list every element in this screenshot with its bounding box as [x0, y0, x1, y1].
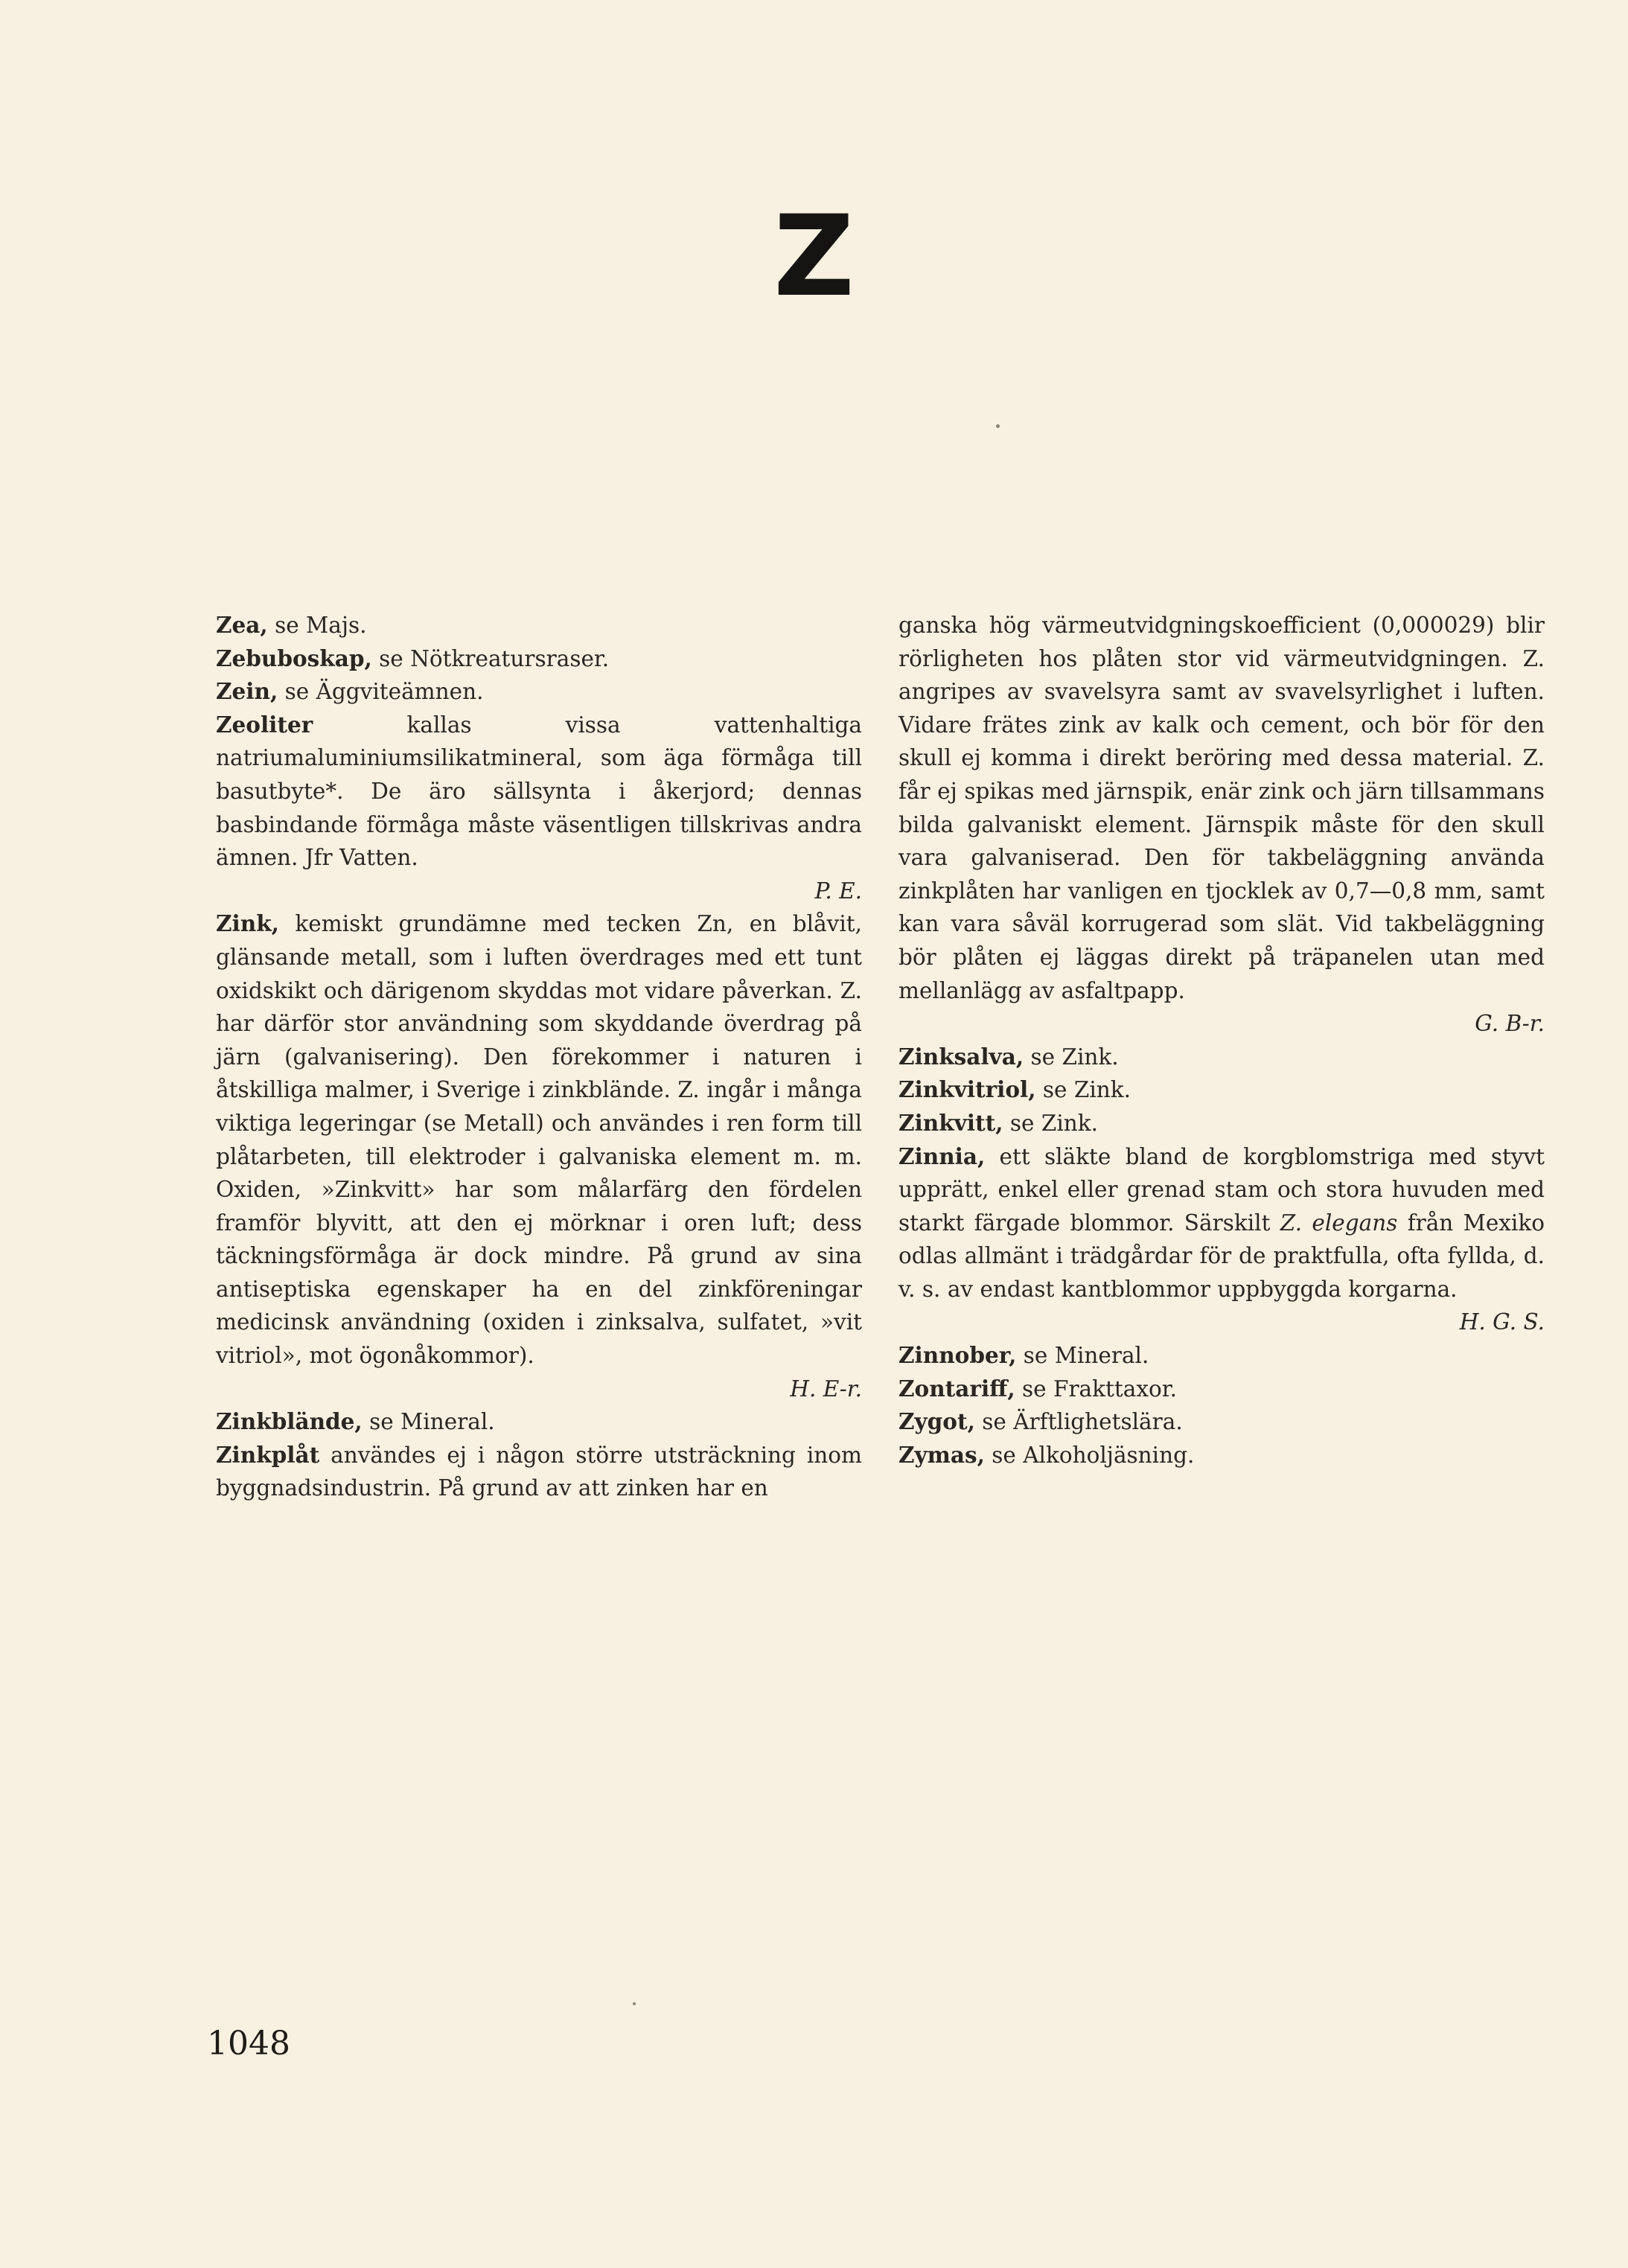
- entry-text: se Frakttaxor.: [1015, 1376, 1177, 1402]
- entry-text: kallas vissa vattenhaltiga natriumaluminiumsilikatmineral, som äga förmåga till basutbyte*. De äro sällsynta i åkerjord; dennas basbindande förmåga måste väsentligen tillskrivas andra ämnen. Jfr Vatten.: [216, 712, 862, 871]
- headword: Zinkblände,: [216, 1408, 363, 1435]
- entry-text: se Zink.: [1024, 1044, 1119, 1070]
- entry-zinkvitriol: [898, 1073, 1545, 1107]
- entry-text: användes ej i någon större utsträckning inom byggnadsindustrin. På grund av att zinken har en: [216, 1442, 862, 1501]
- entry-zinkplat: [216, 1439, 862, 1505]
- entry-text: se Nötkreatursraser.: [371, 645, 610, 671]
- entry-text: ett släkte bland de korgblomstriga med styvt upprätt, enkel eller grenad stam och stora huvuden med starkt färgade blommor. Särskilt: [898, 1143, 1545, 1236]
- headword: Zeoliter: [216, 711, 313, 738]
- page-number: 1048: [207, 2025, 290, 2063]
- entry-zontariff: [898, 1373, 1545, 1406]
- entry-text: kemiskt grundämne med tecken Zn, en blåvit, glänsande metall, som i luften överdrages med ett tunt oxidskikt och därigenom skyddas mot vidare påverkan. Z. har därför stor användning som skyddande överdrag på järn (galvanisering). Den förekommer i naturen i åtskilliga malmer, i Sverige i zinkblände. Z. ingår i många viktiga legeringar (se Metall) och användes i ren form till plåtarbeten, till elektroder i galvaniska element m. m. Oxiden, »Zinkvitt» har som målarfärg den fördelen framför blyvitt, att den ej mörknar i oren luft; dess täckningsförmåga är dock mindre. På grund av sina antiseptiska egenskaper ha en del zinkföreningar medicinsk användning (oxiden i zinksalva, sulfatet, »vit vitriol», mot ögonåkommor).: [216, 911, 862, 1369]
- headword: Zinkvitt,: [898, 1109, 1003, 1136]
- entry-text: se Alkoholjäsning.: [984, 1442, 1195, 1468]
- entry-zinnia: [898, 1140, 1545, 1335]
- headword: Zinnober,: [898, 1342, 1017, 1369]
- entry-text: se Mineral.: [1016, 1343, 1149, 1369]
- entry-text: se Zink.: [1003, 1110, 1099, 1136]
- headword: Zontariff,: [898, 1375, 1015, 1402]
- entry-text: se Mineral.: [362, 1409, 495, 1435]
- species-name: Z. elegans: [1280, 1210, 1398, 1236]
- headword: Zinksalva,: [898, 1043, 1024, 1070]
- paper-speck: [996, 424, 1000, 428]
- entry-zygot: [898, 1405, 1545, 1439]
- headword: Zinkvitriol,: [898, 1076, 1036, 1103]
- entry-zinkvitt: [898, 1107, 1545, 1140]
- entry-text: se Majs.: [267, 613, 367, 638]
- headword: Zea,: [216, 612, 268, 638]
- headword: Zink,: [216, 910, 279, 937]
- headword: Zymas,: [898, 1441, 985, 1468]
- right-column: [898, 609, 1545, 1472]
- entry-zebuboskap: [216, 642, 862, 676]
- entry-zeoliter: [216, 709, 862, 875]
- paper-speck: [633, 2002, 636, 2005]
- author-signature: P. E.: [814, 878, 862, 904]
- entry-zinksalva: [898, 1041, 1545, 1074]
- entry-text: se Ärftlighetslära.: [974, 1409, 1183, 1435]
- entry-text: se Zink.: [1035, 1077, 1131, 1103]
- entry-zinkblande: [216, 1405, 862, 1439]
- author-signature: H. G. S.: [1459, 1309, 1545, 1335]
- entry-zymas: [898, 1439, 1545, 1472]
- entry-zein: [216, 675, 862, 709]
- entry-zinkplat-continued: [898, 609, 1545, 1007]
- section-letter: Z: [773, 192, 855, 322]
- headword: Zygot,: [898, 1408, 975, 1435]
- headword: Zebuboskap,: [216, 645, 372, 671]
- headword: Zinkplåt: [216, 1441, 320, 1468]
- headword: Zein,: [216, 678, 278, 705]
- author-signature: H. E-r.: [790, 1376, 862, 1402]
- author-signature: G. B-r.: [1475, 1011, 1545, 1037]
- entry-zea: [216, 609, 862, 642]
- entry-zinnober: [898, 1339, 1545, 1373]
- left-column: [216, 609, 862, 1505]
- entry-text: se Äggviteämnen.: [278, 679, 484, 705]
- entry-zink: [216, 907, 862, 1372]
- headword: Zinnia,: [898, 1143, 986, 1169]
- entry-text: ganska hög värmeutvidgningskoefficient (0,000029) blir rörligheten hos plåten stor vid värmeutvidgningen. Z. angripes av svavelsyra samt av svavelsyrlighet i luften. Vidare frätes zink av kalk och cement, och bör för den skull ej komma i direkt beröring med dessa material. Z. får ej spikas med järnspik, enär zink och järn tillsammans bilda galvaniskt element. Järnspik måste för den skull vara galvaniserad. Den för takbeläggning använda zinkplåten har vanligen en tjocklek av 0,7—0,8 mm, samt kan vara såväl korrugerad som slät. Vid takbeläggning bör plåten ej läggas direkt på träpanelen utan med mellanlägg av asfaltpapp.: [898, 613, 1545, 1003]
- entry-text: från Mexiko odlas allmänt i trädgårdar för de praktfulla, ofta fyllda, d. v. s. av endast kantblommor uppbyggda korgarna.: [898, 1210, 1545, 1302]
